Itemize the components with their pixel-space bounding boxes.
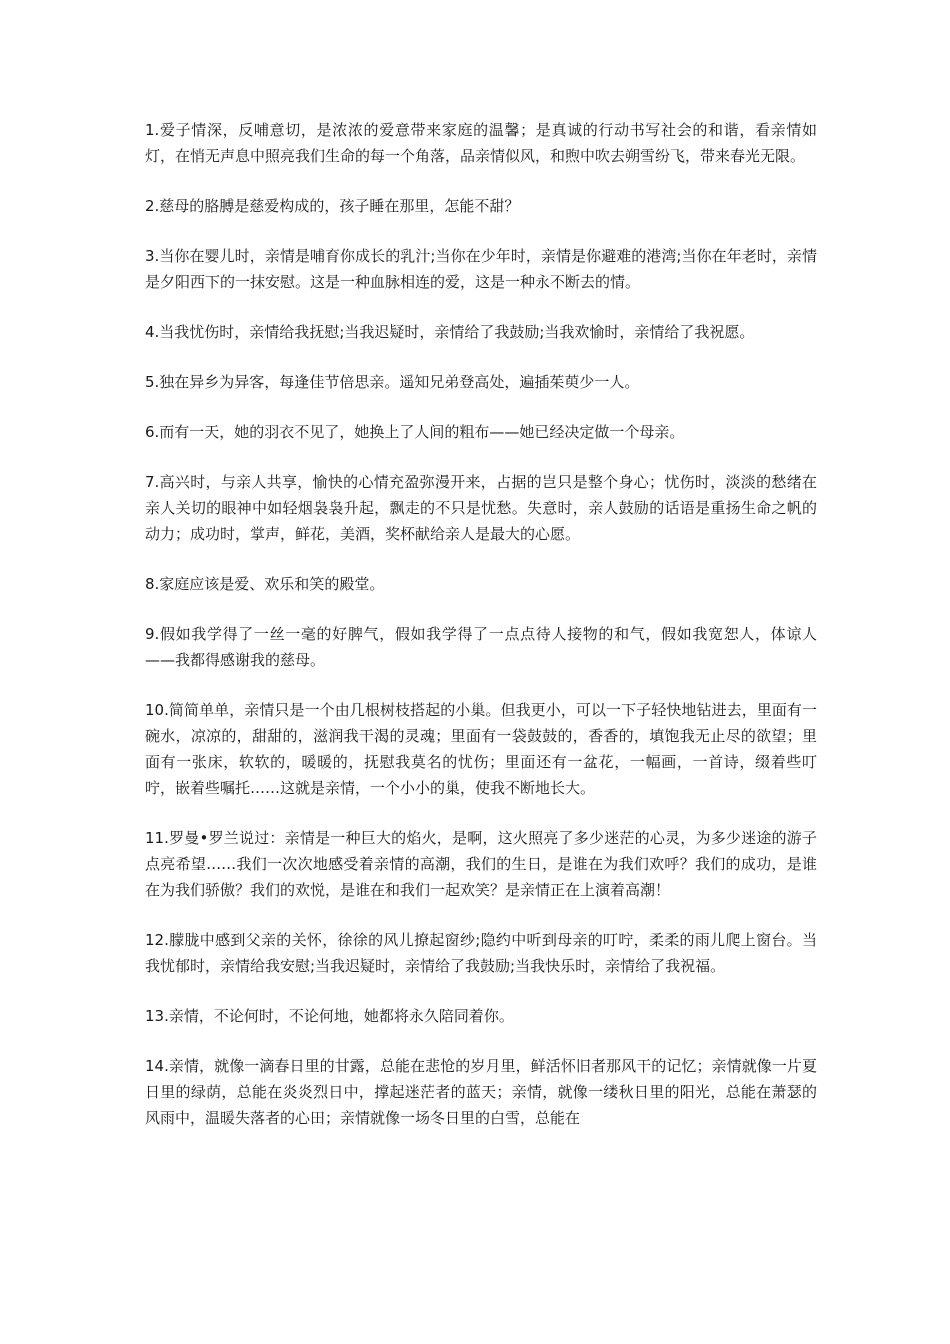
paragraph-12: 12.朦胧中感到父亲的关怀，徐徐的风儿撩起窗纱;隐约中听到母亲的叮咛，柔柔的雨儿爬上窗台。当我忧郁时，亲情给我安慰;当我迟疑时，亲情给了我鼓励;当我快乐时，亲情给了我祝福。 [145,931,817,975]
paragraph-6: 6.而有一天，她的羽衣不见了，她换上了人间的粗布——她已经决定做一个母亲。 [145,423,685,441]
paragraph-3: 3.当你在婴儿时，亲情是哺育你成长的乳汁;当你在少年时，亲情是你避难的港湾;当你在年老时，亲情是夕阳西下的一抹安慰。这是一种血脉相连的爱，这是一种永不断去的情。 [145,247,817,291]
document-body [145,117,817,1155]
paragraph-10: 10.简简单单，亲情只是一个由几根树枝搭起的小巢。但我更小，可以一下子轻快地钻进去，里面有一碗水，凉凉的，甜甜的，滋润我干渴的灵魂；里面有一袋鼓鼓的，香香的，填饱我无止尽的欲望；里面有一张床，软软的，暖暖的，抚慰我莫名的忧伤；里面还有一盆花，一幅画，一首诗，缀着些叮咛，嵌着些嘱托……这就是亲情，一个小小的巢，使我不断地长大。 [145,701,817,797]
paragraph-1: 1.爱子情深，反哺意切，是浓浓的爱意带来家庭的温馨；是真诚的行动书写社会的和谐，看亲情如灯，在悄无声息中照亮我们生命的每一个角落，品亲情似风，和煦中吹去朔雪纷飞，带来春光无限。 [145,121,817,165]
paragraph-11: 11.罗曼•罗兰说过：亲情是一种巨大的焰火，是啊，这火照亮了多少迷茫的心灵，为多少迷途的游子点亮希望……我们一次次地感受着亲情的高潮，我们的生日，是谁在为我们欢呼？我们的成功，是谁在为我们骄傲？我们的欢悦，是谁在和我们一起欢笑？是亲情正在上演着高潮！ [145,829,817,899]
paragraph-9: 9.假如我学得了一丝一毫的好脾气，假如我学得了一点点待人接物的和气，假如我宽恕人，体谅人——我都得感谢我的慈母。 [145,625,817,669]
paragraph-2: 2.慈母的胳膊是慈爱构成的，孩子睡在那里，怎能不甜？ [145,197,520,215]
paragraph-14: 14.亲情，就像一滴春日里的甘露，总能在悲怆的岁月里，鲜活怀旧者那风干的记忆；亲情就像一片夏日里的绿荫，总能在炎炎烈日中，撑起迷茫者的蓝天；亲情，就像一缕秋日里的阳光，总能在萧瑟的风雨中，温暖失落者的心田；亲情就像一场冬日里的白雪，总能在 [145,1057,817,1127]
paragraph-8: 8.家庭应该是爱、欢乐和笑的殿堂。 [145,575,385,593]
paragraph-13: 13.亲情，不论何时，不论何地，她都将永久陪同着你。 [145,1007,514,1025]
paragraph-5: 5.独在异乡为异客，每逢佳节倍思亲。遥知兄弟登高处，遍插茱萸少一人。 [145,373,640,391]
paragraph-7: 7.高兴时，与亲人共享，愉快的心情充盈弥漫开来，占据的岂只是整个身心；忧伤时，淡淡的愁绪在亲人关切的眼神中如轻烟袅袅升起，飘走的不只是忧愁。失意时，亲人鼓励的话语是重扬生命之帆的动力；成功时，掌声，鲜花，美酒，奖杯献给亲人是最大的心愿。 [145,473,817,543]
paragraph-4: 4.当我忧伤时，亲情给我抚慰;当我迟疑时，亲情给了我鼓励;当我欢愉时，亲情给了我祝愿。 [145,323,755,341]
